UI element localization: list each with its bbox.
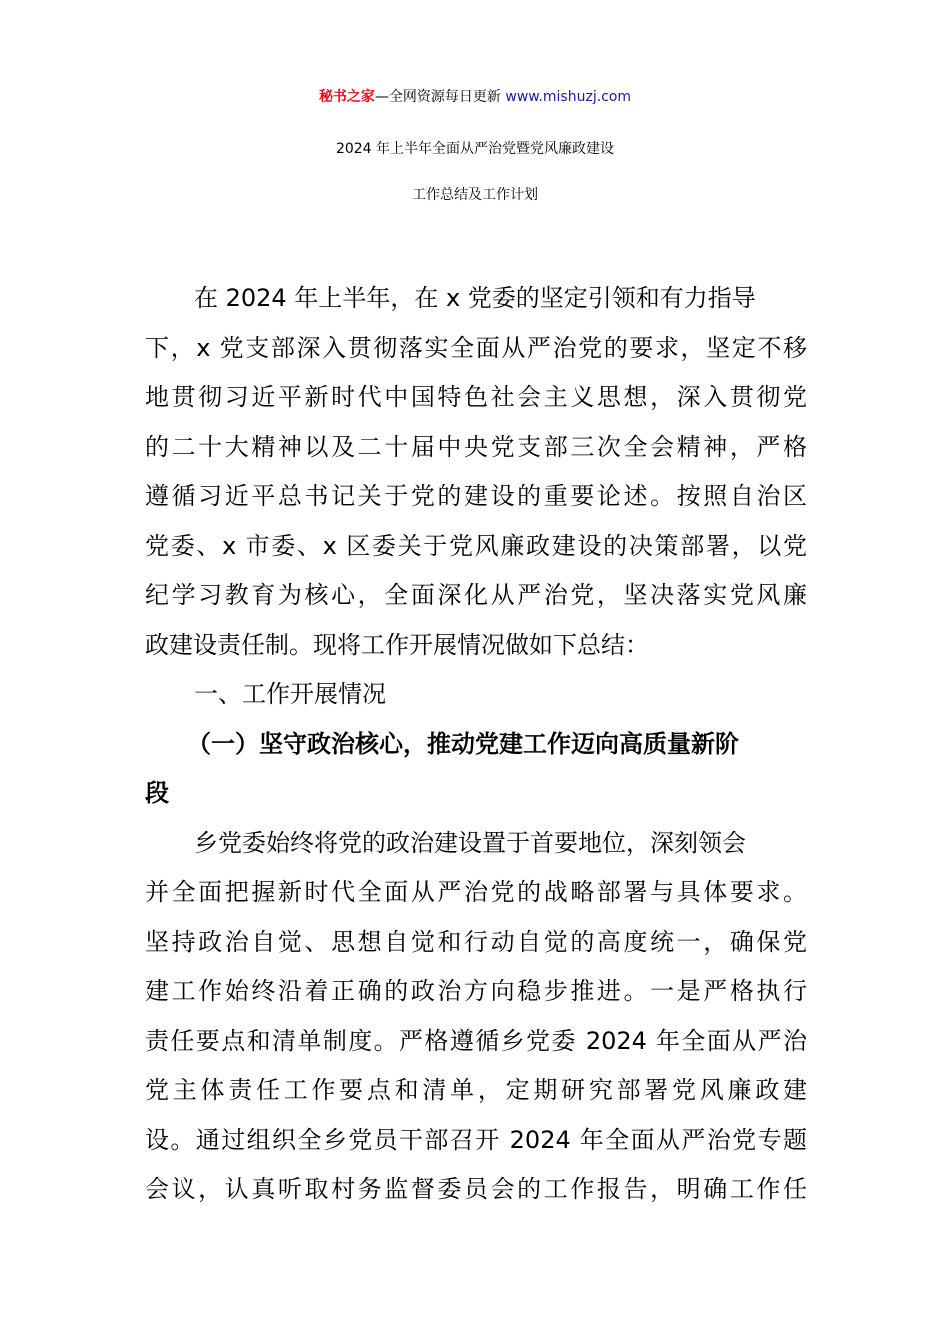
site-brand: 秘书之家 (318, 89, 375, 105)
paragraph-line: 在 2024 年上半年，在 x 党委的坚定引领和有力指导 (194, 284, 756, 312)
paragraph-line: 责任要点和清单制度。严格遵循乡党委 2024 年全面从严治 (145, 1026, 807, 1055)
paragraph-line: 设。通过组织全乡党员干部召开 2024 年全面从严治党专题 (145, 1125, 807, 1154)
paragraph-line: 并全面把握新时代全面从严治党的战略部署与具体要求。 (145, 878, 807, 906)
site-header (0, 80, 950, 114)
site-url-link[interactable]: www.mishuzj.com (505, 89, 632, 105)
paragraph-line: 会议，认真听取村务监督委员会的工作报告，明确工作任 (145, 1175, 807, 1203)
paragraph-intro (145, 274, 807, 670)
paragraph-line: 乡党委始终将党的政治建设置于首要地位，深刻领会 (194, 828, 746, 857)
paragraph-line: 政建设责任制。现将工作开展情况做如下总结： (145, 630, 649, 659)
paragraph-line: 坚持政治自觉、思想自觉和行动自觉的高度统一，确保党 (145, 927, 807, 956)
paragraph-line: 党主体责任工作要点和清单，定期研究部署党风廉政建 (145, 1076, 807, 1104)
paragraph-line: 建工作始终沿着正确的政治方向稳步推进。一是严格执行 (145, 977, 807, 1005)
subsection-heading-line: （一）坚守政治核心，推动党建工作迈向高质量新阶 (187, 729, 739, 758)
paragraph-line: 纪学习教育为核心，全面深化从严治党，坚决落实党风廉 (145, 581, 807, 609)
title-line-2: 工作总结及工作计划 (412, 187, 538, 203)
paragraph-line: 地贯彻习近平新时代中国特色社会主义思想，深入贯彻党 (145, 383, 807, 411)
document-title (0, 126, 950, 218)
section-heading-1: 一、工作开展情况 (194, 680, 386, 708)
subsection-heading-line: 段 (145, 779, 169, 807)
paragraph-political-building (145, 819, 807, 1215)
paragraph-line: 的二十大精神以及二十届中央党支部三次全会精神，严格 (145, 432, 807, 461)
paragraph-line: 党委、x 市委、x 区委关于党风廉政建设的决策部署，以党 (145, 531, 807, 560)
document-body (145, 274, 807, 1215)
paragraph-line: 遵循习近平总书记关于党的建设的重要论述。按照自治区 (145, 482, 807, 510)
paragraph-line: 下，x 党支部深入贯彻落实全面从严治党的要求，坚定不移 (145, 333, 807, 362)
site-tagline: —全网资源每日更新 (374, 89, 506, 105)
title-line-1: 2024 年上半年全面从严治党暨党风廉政建设 (335, 141, 615, 157)
subsection-heading-1 (145, 720, 807, 819)
